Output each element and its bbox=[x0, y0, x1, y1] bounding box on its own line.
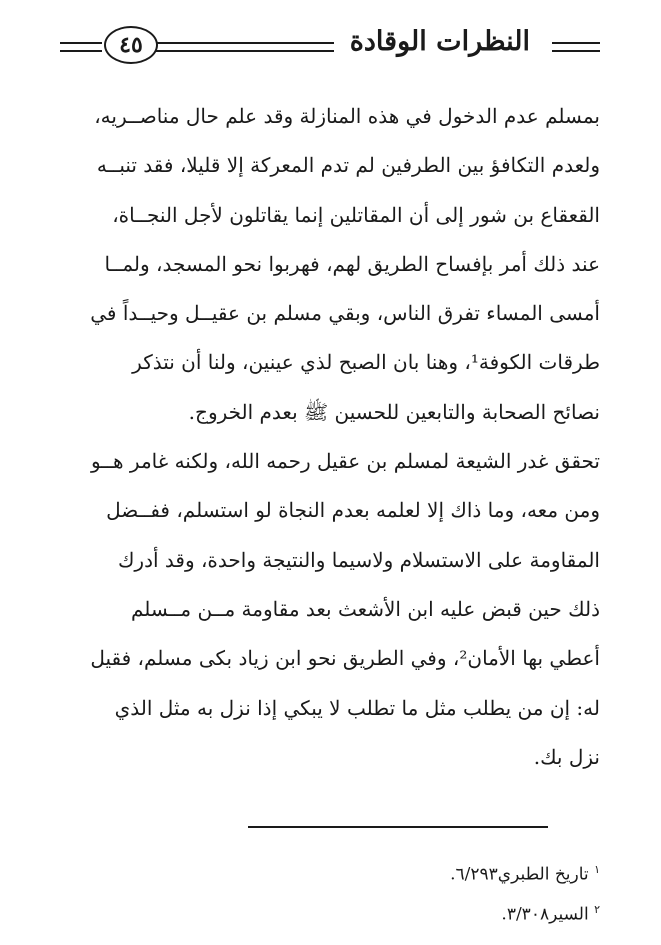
text-line: ولعدم التكافؤ بين الطرفين لم تدم المعركة إلا قليلا، فقد تنبــه bbox=[96, 153, 600, 178]
text-line: أمسى المساء تفرق الناس، وبقي مسلم بن عقيــل وحيــداً في bbox=[90, 301, 600, 326]
text-line: أعطي بها الأمان²، وفي الطريق نحو ابن زياد بكى مسلم، فقيل bbox=[90, 646, 600, 671]
body-text bbox=[65, 92, 600, 782]
page-header bbox=[60, 22, 600, 72]
text-line: نزل بك. bbox=[533, 744, 600, 769]
header-rule-left bbox=[60, 42, 102, 52]
text-line: طرقات الكوفة¹، وهنا بان الصبح لذي عينين، ولنا أن نتذكر bbox=[132, 350, 600, 375]
header-rule-right bbox=[552, 42, 600, 52]
text-line: تحقق غدر الشيعة لمسلم بن عقيل رحمه الله، ولكنه غامر هــو bbox=[90, 449, 600, 474]
text-line: نصائح الصحابة والتابعين للحسين ﷺ بعدم الخروج. bbox=[188, 399, 600, 424]
footnote-mark: ٢ bbox=[594, 903, 600, 916]
footnote-2 bbox=[65, 890, 600, 930]
header-rule-middle bbox=[156, 42, 334, 52]
header-title: النظرات الوقادة bbox=[349, 26, 530, 57]
text-line: القعقاع بن شور إلى أن المقاتلين إنما يقاتلون لأجل النجــاة، bbox=[112, 202, 600, 227]
text-line: ذلك حين قبض عليه ابن الأشعث بعد مقاومة مــن مــسلم bbox=[130, 596, 600, 621]
text-line: المقاومة على الاستسلام ولاسيما والنتيجة واحدة، وقد أدرك bbox=[117, 547, 600, 572]
footnote-text: السير٣/٣٠٨. bbox=[501, 904, 589, 925]
footnote-1 bbox=[65, 850, 600, 890]
text-line: له: إن من يطلب مثل ما تطلب لا يبكي إذا نزل به مثل الذي bbox=[114, 695, 600, 720]
text-line: بمسلم عدم الدخول في هذه المنازلة وقد علم حال مناصــريه، bbox=[94, 104, 600, 128]
footnote-separator bbox=[248, 826, 548, 828]
footnote-mark: ١ bbox=[594, 863, 600, 876]
footnotes bbox=[65, 850, 600, 930]
text-line: عند ذلك أمر بإفساح الطريق لهم، فهربوا نحو المسجد، ولمــا bbox=[104, 251, 600, 276]
text-line: ومن معه، وما ذاك إلا لعلمه بعدم النجاة لو استسلم، ففــضل bbox=[106, 498, 600, 523]
page-number: ٤٥ bbox=[104, 26, 158, 64]
footnote-text: تاريخ الطبري٦/٢٩٣. bbox=[450, 864, 589, 885]
